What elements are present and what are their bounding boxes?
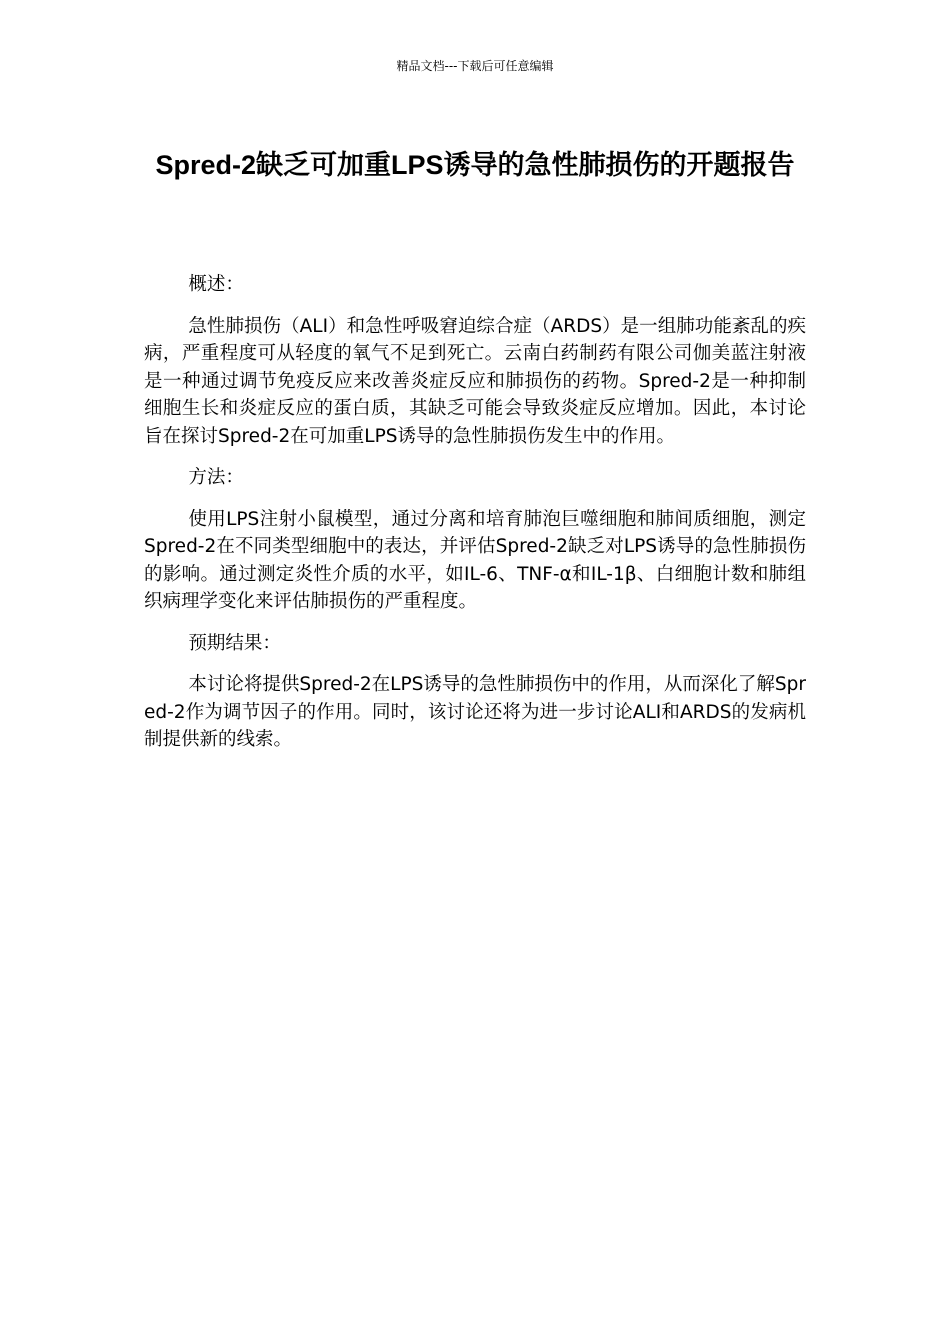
- document-body: [144, 271, 806, 768]
- methods-paragraph: 使用LPS注射小鼠模型，通过分离和培育肺泡巨噬细胞和肺间质细胞，测定Spred-2在不同类型细胞中的表达，并评估Spred-2缺乏对LPS诱导的急性肺损伤的影响。通过测定炎性介质的水平，如IL-6、TNF-α和IL-1β、白细胞计数和肺组织病理学变化来评估肺损伤的严重程度。: [144, 508, 806, 612]
- overview-heading: 概述：: [188, 274, 244, 295]
- document-title: Spred-2缺乏可加重LPS诱导的急性肺损伤的开题报告: [155, 150, 795, 180]
- methods-heading: 方法：: [188, 467, 244, 488]
- results-heading: 预期结果：: [188, 632, 281, 654]
- overview-paragraph: 急性肺损伤（ALI）和急性呼吸窘迫综合症（ARDS）是一组肺功能紊乱的疾病，严重程度可从轻度的氧气不足到死亡。云南白药制药有限公司伽美蓝注射液是一种通过调节免疫反应来改善炎症反应和肺损伤的药物。Spred-2是一种抑制细胞生长和炎症反应的蛋白质，其缺乏可能会导致炎症反应增加。因此，本讨论旨在探讨Spred-2在可加重LPS诱导的急性肺损伤发生中的作用。: [144, 315, 806, 447]
- header-note: 精品文档---下载后可任意编辑: [396, 59, 554, 73]
- results-paragraph: 本讨论将提供Spred-2在LPS诱导的急性肺损伤中的作用，从而深化了解Spred-2作为调节因子的作用。同时，该讨论还将为进一步讨论ALI和ARDS的发病机制提供新的线索。: [144, 674, 806, 750]
